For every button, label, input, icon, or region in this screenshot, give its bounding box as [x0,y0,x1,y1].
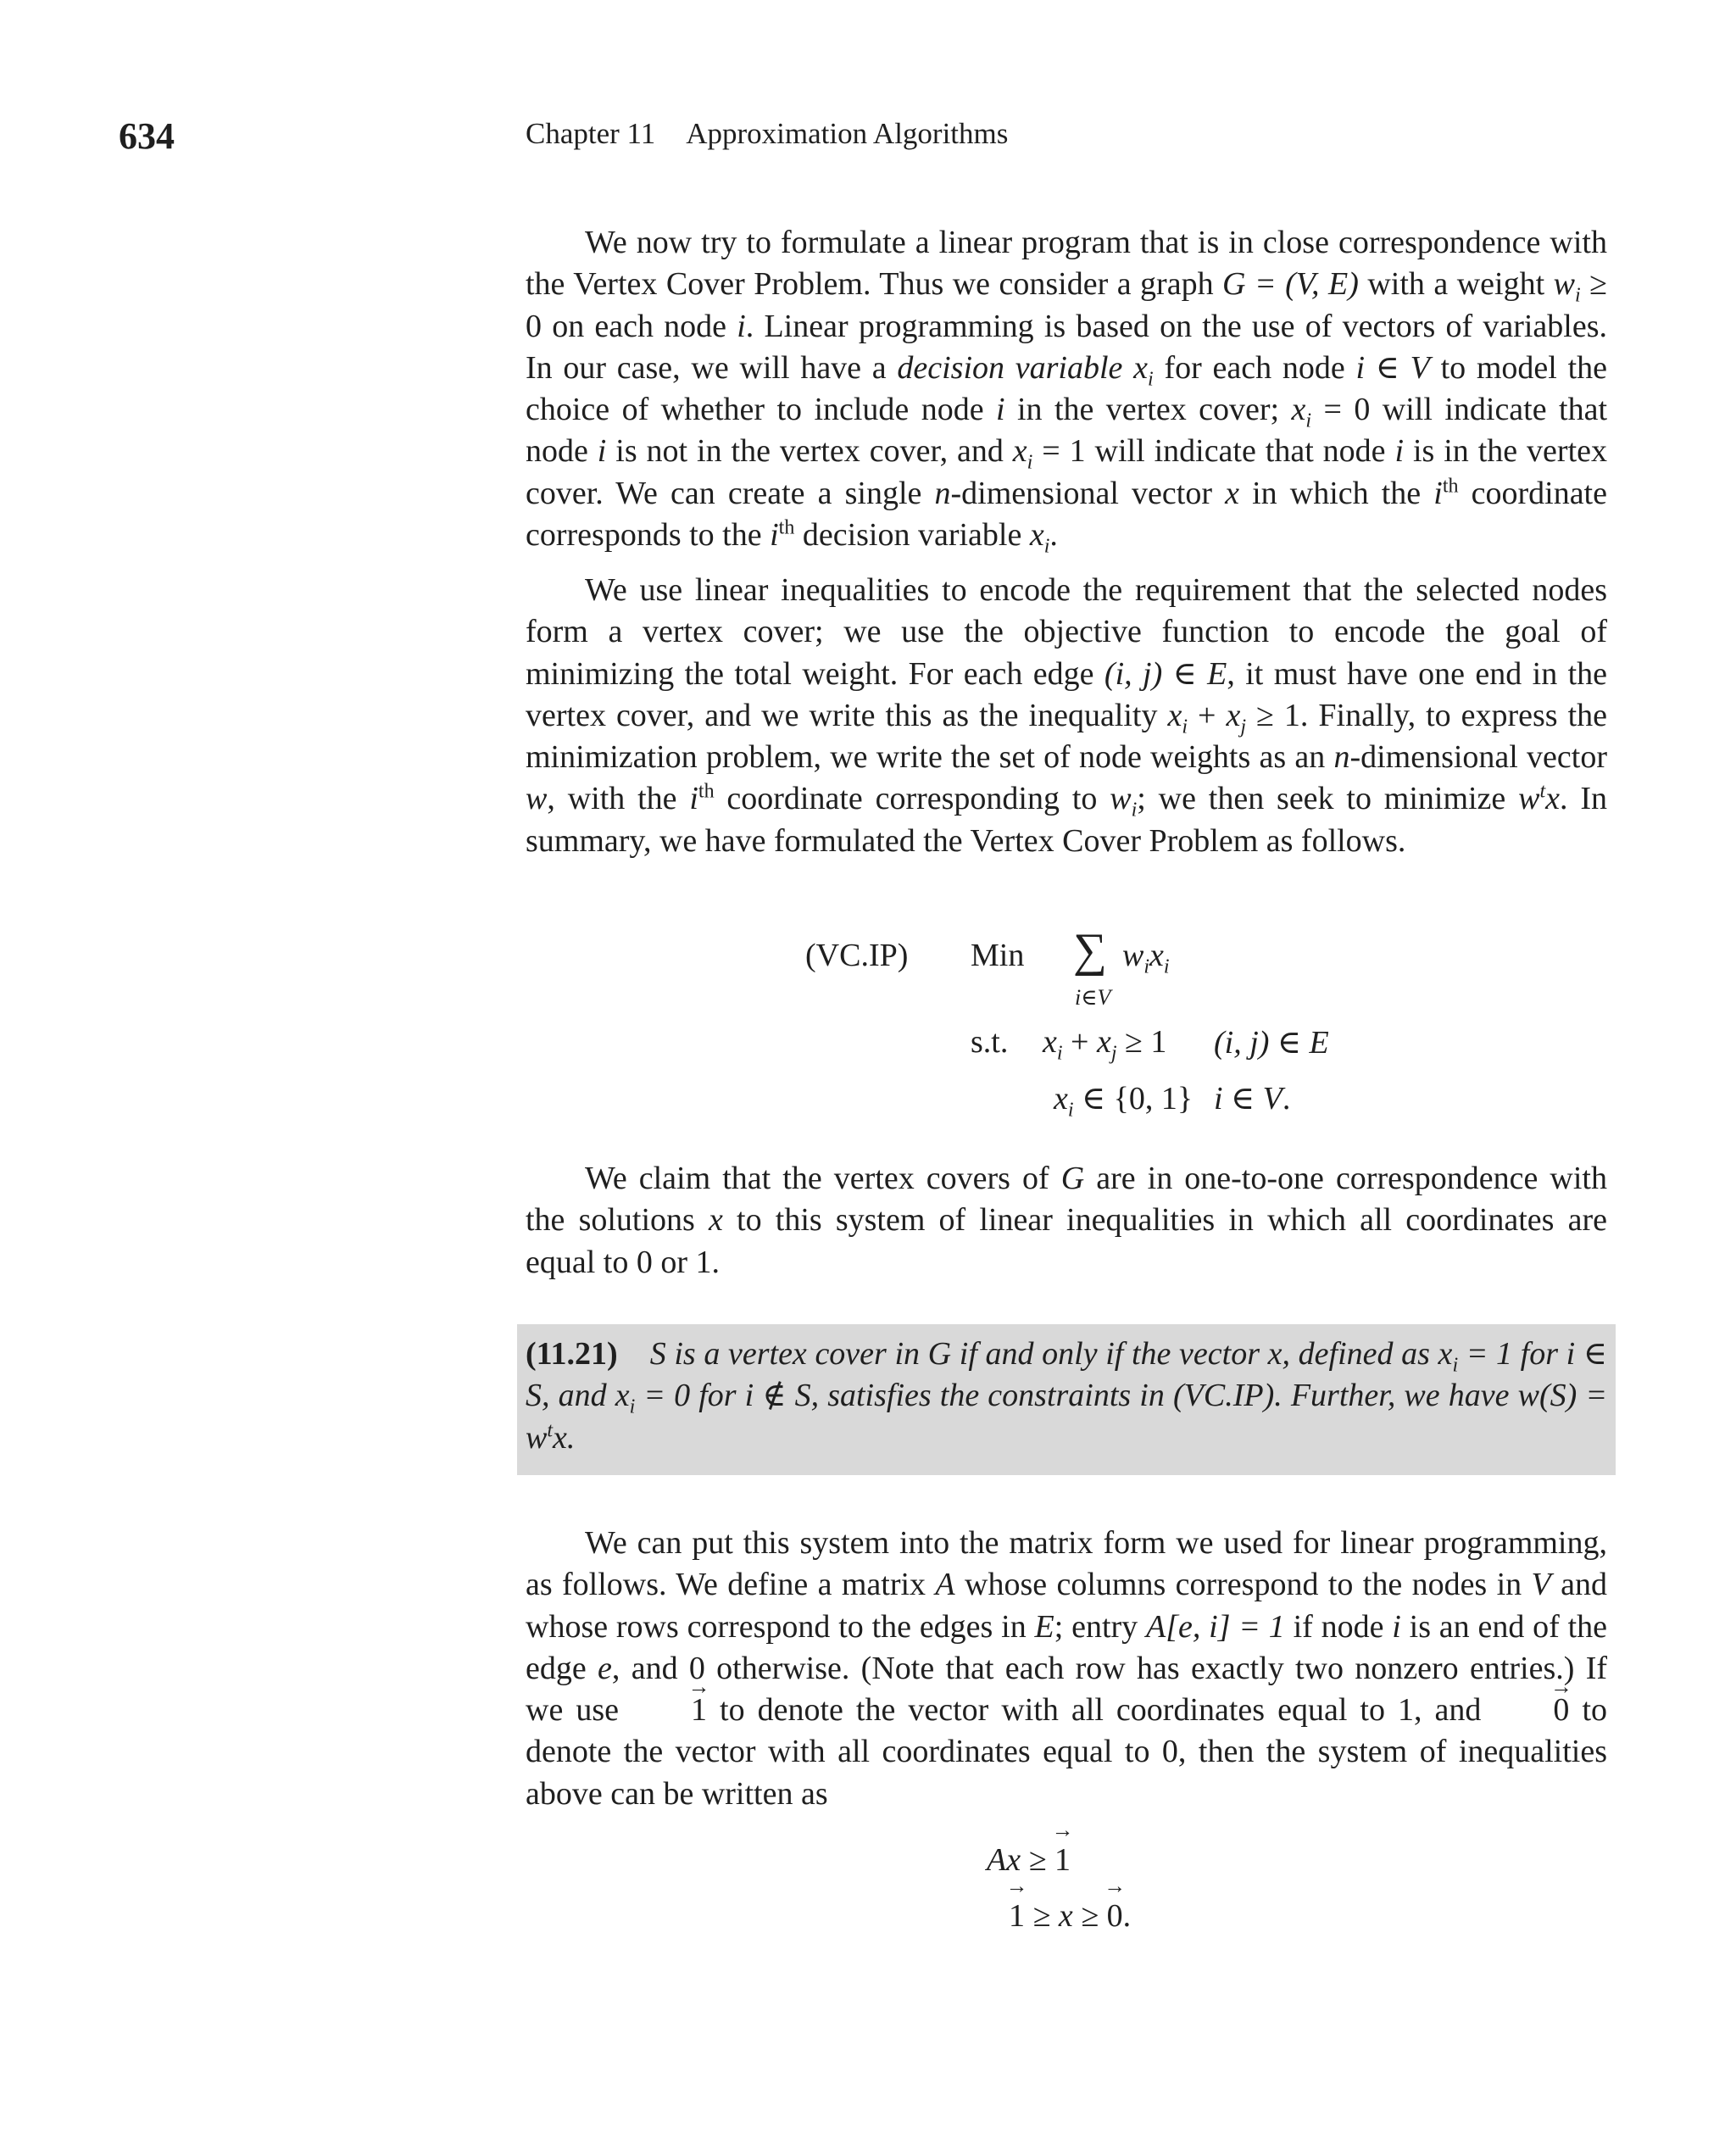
paragraph-1: We now try to formulate a linear program that is in close correspondence with the Vertex Cover Problem. Thus we consider a graph G = (V, E) with a weight $w_i \ge 0$ on each node i. Linear programming is based on the use of vectors of variables. In our case, we will have a decision variable $x_i$ for each node i ∈ V to model the choice of whether to include node i in the vertex cover; $x_i = 0$ will indicate that node i is not in the vertex cover, and $x_i = 1$ will indicate that node i is in the vertex cover. We can create a single n-dimensional vector x in which the $i^{th}$ coordinate corresponds to the $i^{th}$ decision variable $x_i$. [526,225,1608,558]
summation-symbol: ∑ [1073,924,1107,977]
one-vector-symbol: → 1 [632,1690,707,1731]
paragraph-2: We use linear inequalities to encode the requirement that the selected nodes form a vertex cover; we use the objective function to encode the goal of minimizing the total weight. For each edge (i, j) ∈ E, it must have one end in the vertex cover, and we write this as the inequality $x_i + x_j \ge 1$. Finally, to express the minimization problem, we write the set of node weights as an n-dimensional vector w, with the $i^{th}$ coordinate corresponding to $w_i$; we then seek to minimize $w^tx$. In summary, we have formulated the Vertex Cover Problem as follows. [526,572,1608,859]
objective-term: $w_ix_i$ [1122,938,1170,978]
paragraph-3: We claim that the vertex covers of G are in one-to-one correspondence with the solutions x to this system of linear inequalities in which all coordinates are equal to 0 or 1. [526,1161,1607,1280]
paragraph-4: We can put this system into the matrix form we used for linear programming, as follows. We define a matrix A whose columns correspond to the nodes in V and whose rows correspond to the edges in E; entry A[e, i] = 1 if node i is an end of the edge e, and 0 otherwise. (Note that each row has exactly two nonzero entries.) If we use → 1 to denote the vector with all coordinates equal to 1, and → 0 to denote the vector with all coordinates equal to 0, then the system of inequalities above can be written as [526,1523,1607,1815]
matrix-inequality-2: → 1 ≥ x ≥ → 0. [1009,1897,1131,1935]
constraint-1: $x_i + x_j \ge 1$ [1043,1024,1167,1065]
emphasis-decision-variable: decision variable [897,349,1123,386]
theorem-11-21: (11.21) S is a vertex cover in G if and only if the vector x, defined as $x_i = 1$ for i ∈ S, and $x_i = 0$ for i ∉ S, satisfies the constraints in (VC.IP). Further, we have $w(S) = w^tx$. [526,1336,1607,1456]
sum-index: i∈V [1075,985,1111,1010]
constraint-1-domain: (i, j) ∈ E [1214,1025,1329,1061]
program-st: s.t. [971,1024,1009,1060]
program-min: Min [971,938,1025,973]
constraint-2: $x_i$ ∈ {0, 1} [1054,1081,1194,1122]
chapter-number: Chapter 11 [526,117,656,150]
matrix-inequality-1: Ax ≥ → 1 [987,1841,1071,1879]
constraint-2-domain: i ∈ V. [1214,1081,1291,1117]
program-label: (VC.IP) [805,938,909,973]
chapter-title: Approximation Algorithms [686,117,1009,150]
zero-vector-symbol: → 0 [1494,1690,1569,1731]
running-head [526,117,1008,151]
theorem-label: (11.21) [526,1336,618,1372]
page-number: 634 [119,115,175,157]
